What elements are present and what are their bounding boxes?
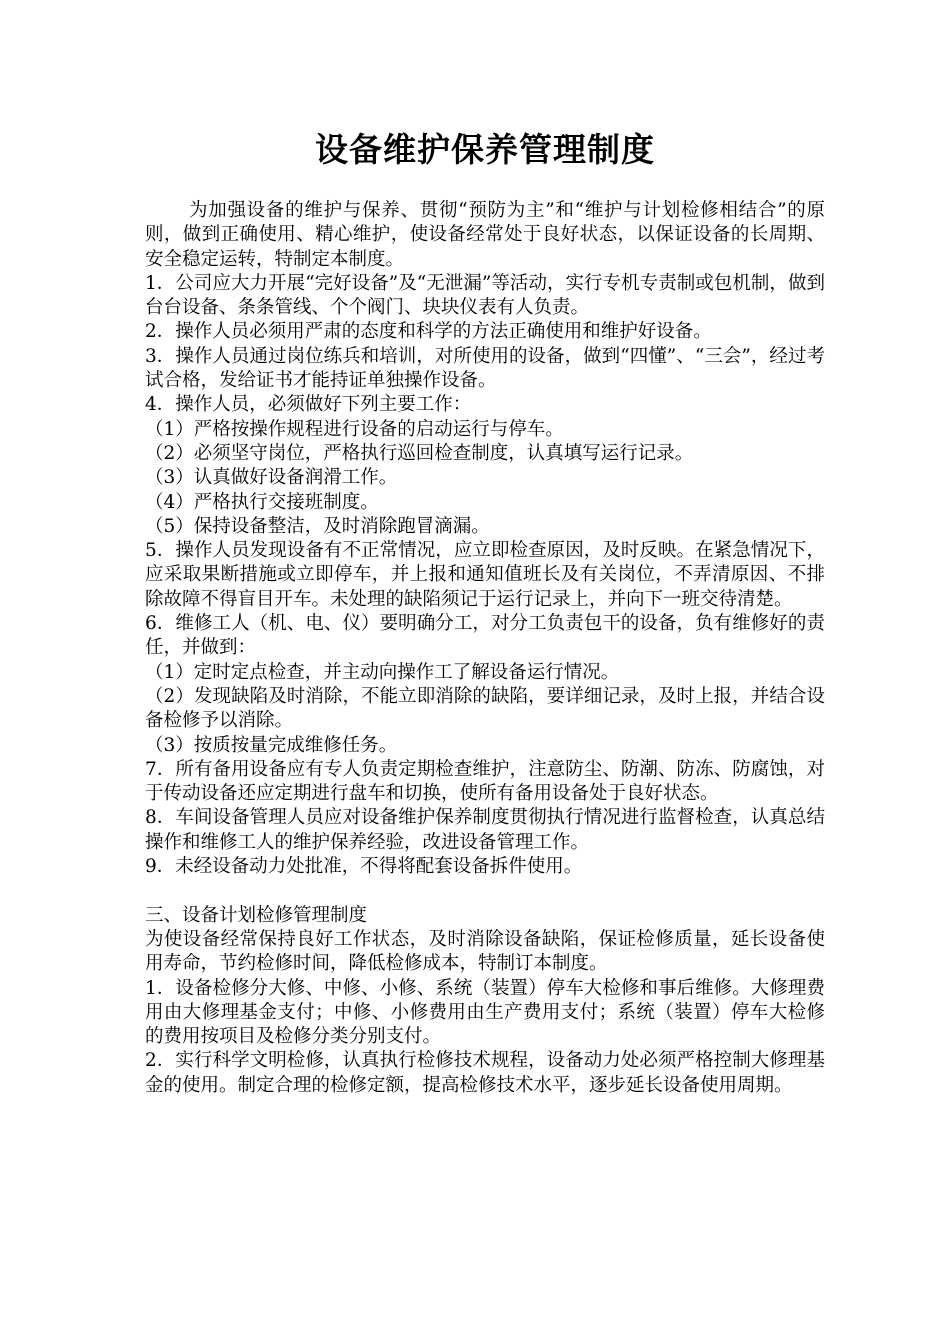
rule-2: 2．操作人员必须用严肃的态度和科学的方法正确使用和维护好设备。 (145, 321, 712, 343)
section-rule-2: 2．实行科学文明检修，认真执行检修技术规程，设备动力处必须严格控制大修理基金的使用。制定合理的检修定额，提高检修技术水平，逐步延长设备使用周期。 (145, 1050, 825, 1096)
rule-5: 5．操作人员发现设备有不正常情况，应立即检查原因，及时反映。在紧急情况下，应采取果断措施或立即停车，并上报和通知值班长及有关岗位，不弄清原因、不排除故障不得盲目开车。未处理的缺陷须记于运行记录上，并向下一班交待清楚。 (145, 540, 825, 610)
rule-4-item-3: （3）认真做好设备润滑工作。 (145, 467, 398, 489)
rule-6-item-3: （3）按质按量完成维修任务。 (145, 734, 398, 756)
rule-6-item-2: （2）发现缺陷及时消除，不能立即消除的缺陷，要详细记录，及时上报，并结合设备检修予以消除。 (145, 685, 825, 732)
rule-9: 9．未经设备动力处批准，不得将配套设备拆件使用。 (145, 856, 583, 878)
document-body (145, 199, 825, 1098)
intro-paragraph: 为加强设备的维护与保养、贯彻“预防为主”和“维护与计划检修相结合”的原则，做到正确使用、精心维护，使设备经常处于良好状态，以保证设备的长周期、安全稳定运转，特制定本制度。 (145, 200, 825, 270)
rule-4-item-1: （1）严格按操作规程进行设备的启动运行与停车。 (145, 418, 564, 440)
section-rule-1: 1．设备检修分大修、中修、小修、系统（装置）停车大检修和事后维修。大修理费用由大修理基金支付；中修、小修费用由生产费用支付；系统（装置）停车大检修的费用按项目及检修分类分别支付。 (145, 977, 825, 1048)
rule-6-item-1: （1）定时定点检查，并主动向操作工了解设备运行情况。 (145, 661, 620, 683)
rule-4: 4．操作人员，必须做好下列主要工作： (145, 394, 472, 416)
rule-4-item-5: （5）保持设备整洁，及时消除跑冒滴漏。 (145, 515, 490, 537)
rule-8: 8．车间设备管理人员应对设备维护保养制度贯彻执行情况进行监督检查，认真总结操作和维修工人的维护保养经验，改进设备管理工作。 (145, 807, 825, 853)
document-title: 设备维护保养管理制度 (315, 130, 655, 169)
rule-3: 3．操作人员通过岗位练兵和培训，对所使用的设备，做到“四懂”、“三会”，经过考试合格，发给证书才能持证单独操作设备。 (145, 345, 825, 392)
rule-1: 1．公司应大力开展“完好设备”及“无泄漏”等活动，实行专机专责制或包机制，做到台台设备、条条管线、个个阀门、块块仪表有人负责。 (145, 272, 825, 319)
section-intro: 为使设备经常保持良好工作状态，及时消除设备缺陷，保证检修质量，延长设备使用寿命，节约检修时间，降低检修成本，特制订本制度。 (145, 928, 825, 975)
rule-4-item-2: （2）必须坚守岗位，严格执行巡回检查制度，认真填写运行记录。 (145, 442, 694, 464)
rule-6: 6．维修工人（机、电、仪）要明确分工，对分工负责包干的设备，负有维修好的责任，并做到： (145, 613, 825, 659)
rule-7: 7．所有备用设备应有专人负责定期检查维护，注意防尘、防潮、防冻、防腐蚀，对于传动设备还应定期进行盘车和切换，使所有备用设备处于良好状态。 (145, 758, 825, 805)
blank-line (145, 879, 825, 903)
section-heading: 三、设备计划检修管理制度 (145, 904, 368, 926)
rule-4-item-4: （4）严格执行交接班制度。 (145, 491, 379, 513)
document-page (145, 0, 825, 1098)
